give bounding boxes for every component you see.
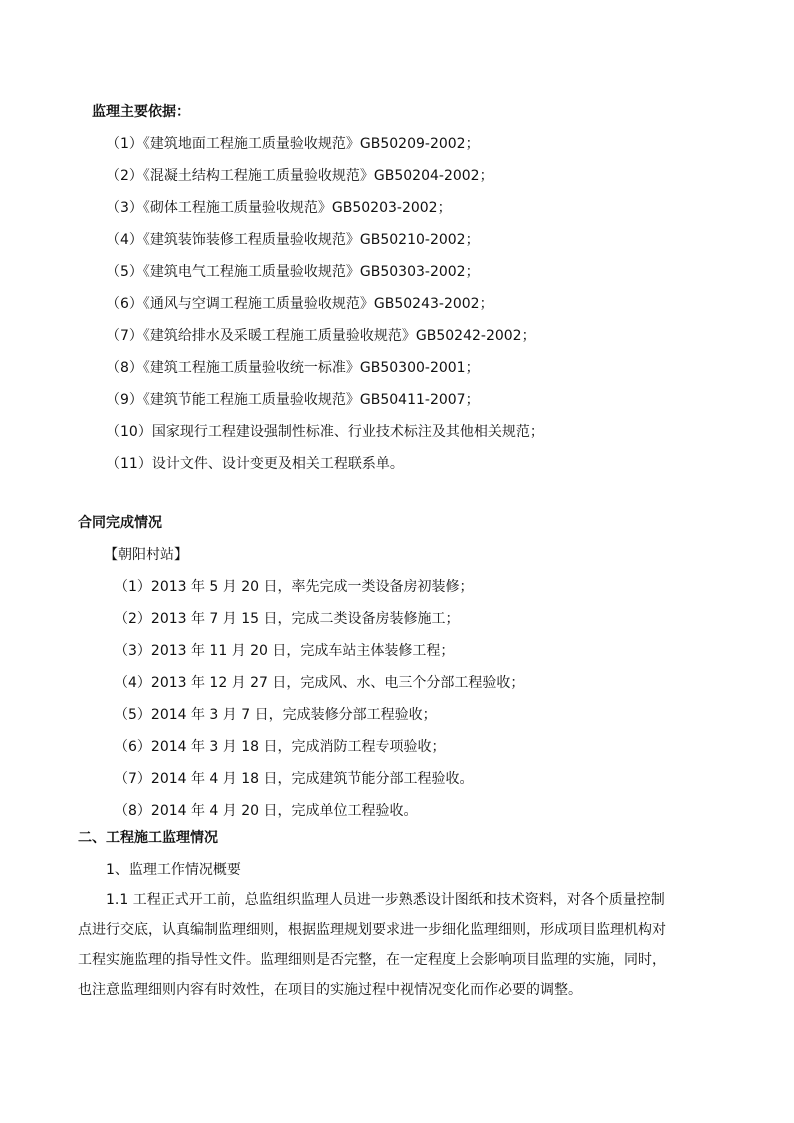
- basis-heading: 监理主要依据：: [92, 104, 190, 120]
- basis-item: （2）《混凝土结构工程施工质量验收规范》GB50204-2002；: [106, 168, 494, 184]
- subsection-heading: 1、监理工作情况概要: [106, 862, 241, 878]
- paragraph-line: 点进行交底，认真编制监理细则，根据监理规划要求进一步细化监理细则，形成项目监理机构对: [78, 922, 666, 938]
- basis-item: （8）《建筑工程施工质量验收统一标准》GB50300-2001；: [106, 360, 480, 376]
- basis-item: （3）《砌体工程施工质量验收规范》GB50203-2002；: [106, 200, 452, 216]
- contract-item: （8）2014 年 4 月 20 日，完成单位工程验收。: [114, 803, 418, 819]
- basis-item: （11）设计文件、设计变更及相关工程联系单。: [106, 456, 404, 472]
- basis-item: （9）《建筑节能工程施工质量验收规范》GB50411-2007；: [106, 392, 480, 408]
- basis-item: （10）国家现行工程建设强制性标准、行业技术标注及其他相关规范；: [106, 424, 544, 440]
- contract-item: （7）2014 年 4 月 18 日，完成建筑节能分部工程验收。: [114, 771, 474, 787]
- basis-item: （7）《建筑给排水及采暖工程施工质量验收规范》GB50242-2002；: [106, 328, 536, 344]
- paragraph-line: 也注意监理细则内容有时效性，在项目的实施过程中视情况变化而作必要的调整。: [78, 982, 582, 998]
- contract-item: （3）2013 年 11 月 20 日，完成车站主体装修工程；: [114, 643, 455, 659]
- station-label: 【朝阳村站】: [104, 547, 188, 563]
- contract-item: （5）2014 年 3 月 7 日，完成装修分部工程验收；: [114, 707, 437, 723]
- basis-item: （5）《建筑电气工程施工质量验收规范》GB50303-2002；: [106, 264, 480, 280]
- paragraph-line: 1.1 工程正式开工前，总监组织监理人员进一步熟悉设计图纸和技术资料，对各个质量控制: [106, 892, 665, 908]
- contract-item: （6）2014 年 3 月 18 日，完成消防工程专项验收；: [114, 739, 446, 755]
- contract-heading: 合同完成情况: [78, 515, 162, 531]
- basis-item: （1）《建筑地面工程施工质量验收规范》GB50209-2002；: [106, 136, 480, 152]
- contract-item: （4）2013 年 12 月 27 日，完成风、水、电三个分部工程验收；: [114, 675, 525, 691]
- section-heading: 二、工程施工监理情况: [78, 830, 218, 846]
- basis-item: （4）《建筑装饰装修工程质量验收规范》GB50210-2002；: [106, 232, 480, 248]
- contract-item: （2）2013 年 7 月 15 日，完成二类设备房装修施工；: [114, 611, 460, 627]
- paragraph-line: 工程实施监理的指导性文件。监理细则是否完整，在一定程度上会影响项目监理的实施，同时，: [78, 952, 666, 968]
- contract-item: （1）2013 年 5 月 20 日，率先完成一类设备房初装修；: [114, 579, 474, 595]
- basis-item: （6）《通风与空调工程施工质量验收规范》GB50243-2002；: [106, 296, 494, 312]
